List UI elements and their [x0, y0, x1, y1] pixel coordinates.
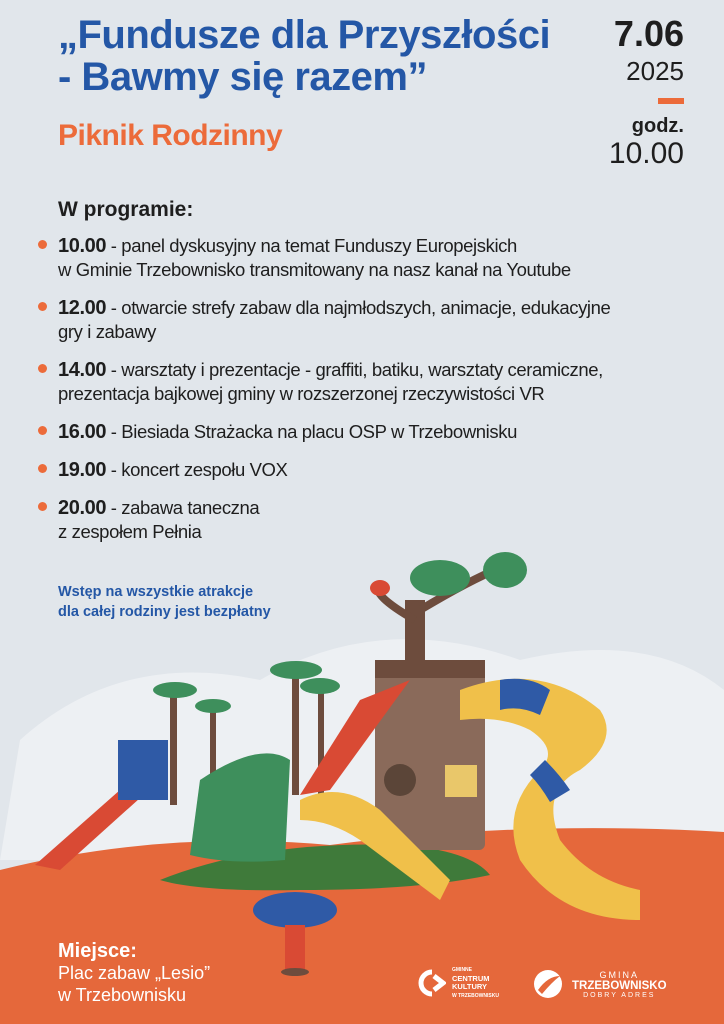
program-item-1900: [38, 458, 698, 482]
program-item-1200: [38, 296, 698, 344]
blue-tower: [118, 740, 168, 800]
venue-block: [58, 940, 210, 1006]
venue-location: w Trzebownisku: [58, 985, 187, 1005]
ck-logo: [416, 966, 499, 1000]
bullet-icon: [38, 240, 47, 249]
date-day: 7.06: [613, 13, 684, 54]
program-desc: - panel dyskusyjny na temat Funduszy Europejskich: [106, 235, 517, 256]
program-time: 16.00: [58, 421, 107, 443]
event-subtitle: Piknik Rodzinny: [58, 119, 283, 152]
program-time: 19.00: [58, 459, 107, 481]
program-heading: W programie:: [58, 198, 194, 221]
program-item-1600: [38, 420, 698, 444]
date-divider: [658, 98, 684, 104]
bullet-icon: [38, 302, 47, 311]
ck-line-1: GMINNE: [452, 967, 472, 973]
tic-tac-toe-panel: [445, 765, 477, 797]
gmina-logo: [532, 968, 667, 1000]
date-block: [609, 14, 684, 170]
program-time: 20.00: [58, 497, 107, 519]
note-line-1: Wstęp na wszystkie atrakcje: [58, 584, 254, 600]
ck-line-3: KULTURY: [452, 982, 487, 991]
program-desc: - koncert zespołu VOX: [106, 459, 288, 480]
program-list: [38, 234, 698, 558]
program-item-2000: [38, 496, 698, 544]
venue-label: Miejsce:: [58, 940, 137, 962]
program-item-1400: [38, 358, 698, 406]
date-year: 2025: [626, 56, 684, 86]
start-hour: 10.00: [608, 137, 684, 170]
gmina-line-3: DOBRY ADRES: [583, 991, 656, 999]
program-desc: - Biesiada Strażacka na placu OSP w Trzebownisku: [106, 421, 517, 442]
ck-logo-icon: [416, 968, 446, 998]
gmina-logo-icon: [532, 968, 564, 1000]
program-desc-cont: w Gminie Trzebownisko transmitowany na nasz kanał na Youtube: [58, 259, 571, 280]
venue-name: Plac zabaw „Lesio”: [58, 963, 211, 983]
bullet-icon: [38, 502, 47, 511]
program-item-1000: [38, 234, 698, 282]
ck-line-4: W TRZEBOWNISKU: [452, 992, 499, 999]
program-desc: - otwarcie strefy zabaw dla najmłodszych, animacje, edukacyjne: [106, 297, 611, 318]
ck-line-2: CENTRUM: [452, 973, 490, 983]
program-desc-cont: prezentacja bajkowej gminy w rozszerzonej rzeczywistości VR: [58, 383, 545, 404]
note-line-2: dla całej rodziny jest bezpłatny: [58, 604, 271, 620]
title-line-1: „Fundusze dla Przyszłości: [58, 13, 551, 57]
program-desc: - warsztaty i prezentacje - graffiti, batiku, warsztaty ceramiczne,: [106, 359, 603, 380]
event-title: [58, 14, 598, 98]
program-desc: - zabawa taneczna: [106, 497, 260, 518]
program-time: 10.00: [58, 235, 107, 257]
bullet-icon: [38, 464, 47, 473]
program-desc-cont: gry i zabawy: [58, 321, 157, 342]
program-time: 14.00: [58, 359, 107, 381]
bullet-icon: [38, 364, 47, 373]
gmina-line-2: TRZEBOWNISKO: [572, 979, 667, 992]
program-time: 12.00: [58, 297, 107, 319]
title-line-2: - Bawmy się razem”: [58, 55, 427, 99]
gmina-line-1: GMINA: [599, 969, 640, 980]
tower-window: [384, 764, 416, 796]
bullet-icon: [38, 426, 47, 435]
hour-label: godz.: [631, 115, 684, 137]
program-desc-cont: z zespołem Pełnia: [58, 521, 202, 542]
